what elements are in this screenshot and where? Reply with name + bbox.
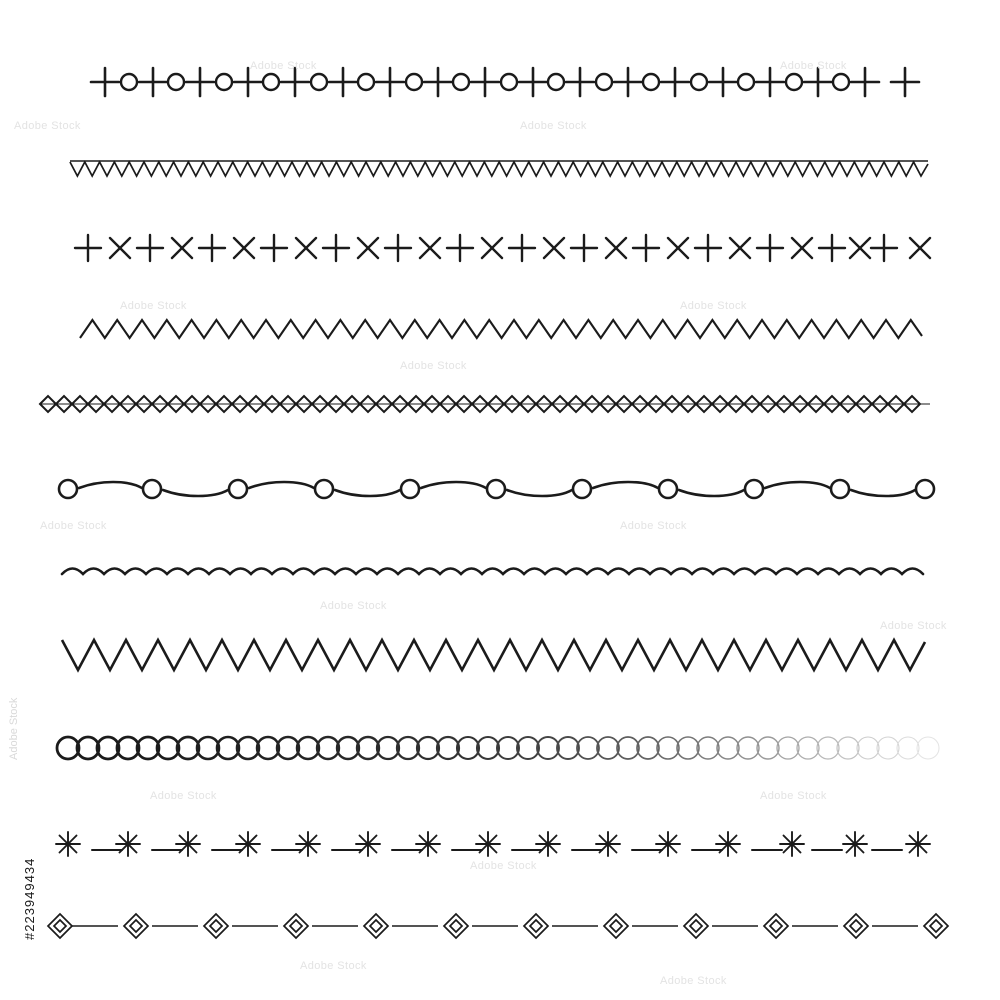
watermark-text: Adobe Stock [520,120,587,132]
watermark-text: Adobe Stock [250,60,317,72]
bold-zigzag-divider [0,632,1000,680]
bead-chain-divider [0,728,1000,770]
watermark-text: Adobe Stock [40,520,107,532]
plus-circle-divider [0,58,1000,106]
watermark-text: Adobe Stock [760,790,827,802]
diamond-dash-divider [0,906,1000,946]
watermark-id: #223949434 [22,857,37,940]
scallop-wave-divider [0,556,1000,590]
watermark-text: Adobe Stock [780,60,847,72]
watermark-text: Adobe Stock [660,975,727,987]
fine-zigzag-divider [0,152,1000,188]
watermark-text: Adobe Stock [150,790,217,802]
circle-swash-divider [0,466,1000,512]
watermark-text: Adobe Stock [300,960,367,972]
watermark-text: Adobe Stock [14,120,81,132]
watermark-left-text: Adobe Stock [8,697,20,760]
watermark-text: Adobe Stock [880,620,947,632]
watermark-text: Adobe Stock [120,300,187,312]
watermark-text: Adobe Stock [320,600,387,612]
plus-cross-divider [0,228,1000,268]
watermark-text: Adobe Stock [400,360,467,372]
watermark-text: Adobe Stock [680,300,747,312]
diamond-chain-divider [0,390,1000,420]
watermark-text: Adobe Stock [470,860,537,872]
watermark-text: Adobe Stock [620,520,687,532]
zigzag-divider [0,312,1000,348]
asterisk-dash-divider [0,818,1000,862]
